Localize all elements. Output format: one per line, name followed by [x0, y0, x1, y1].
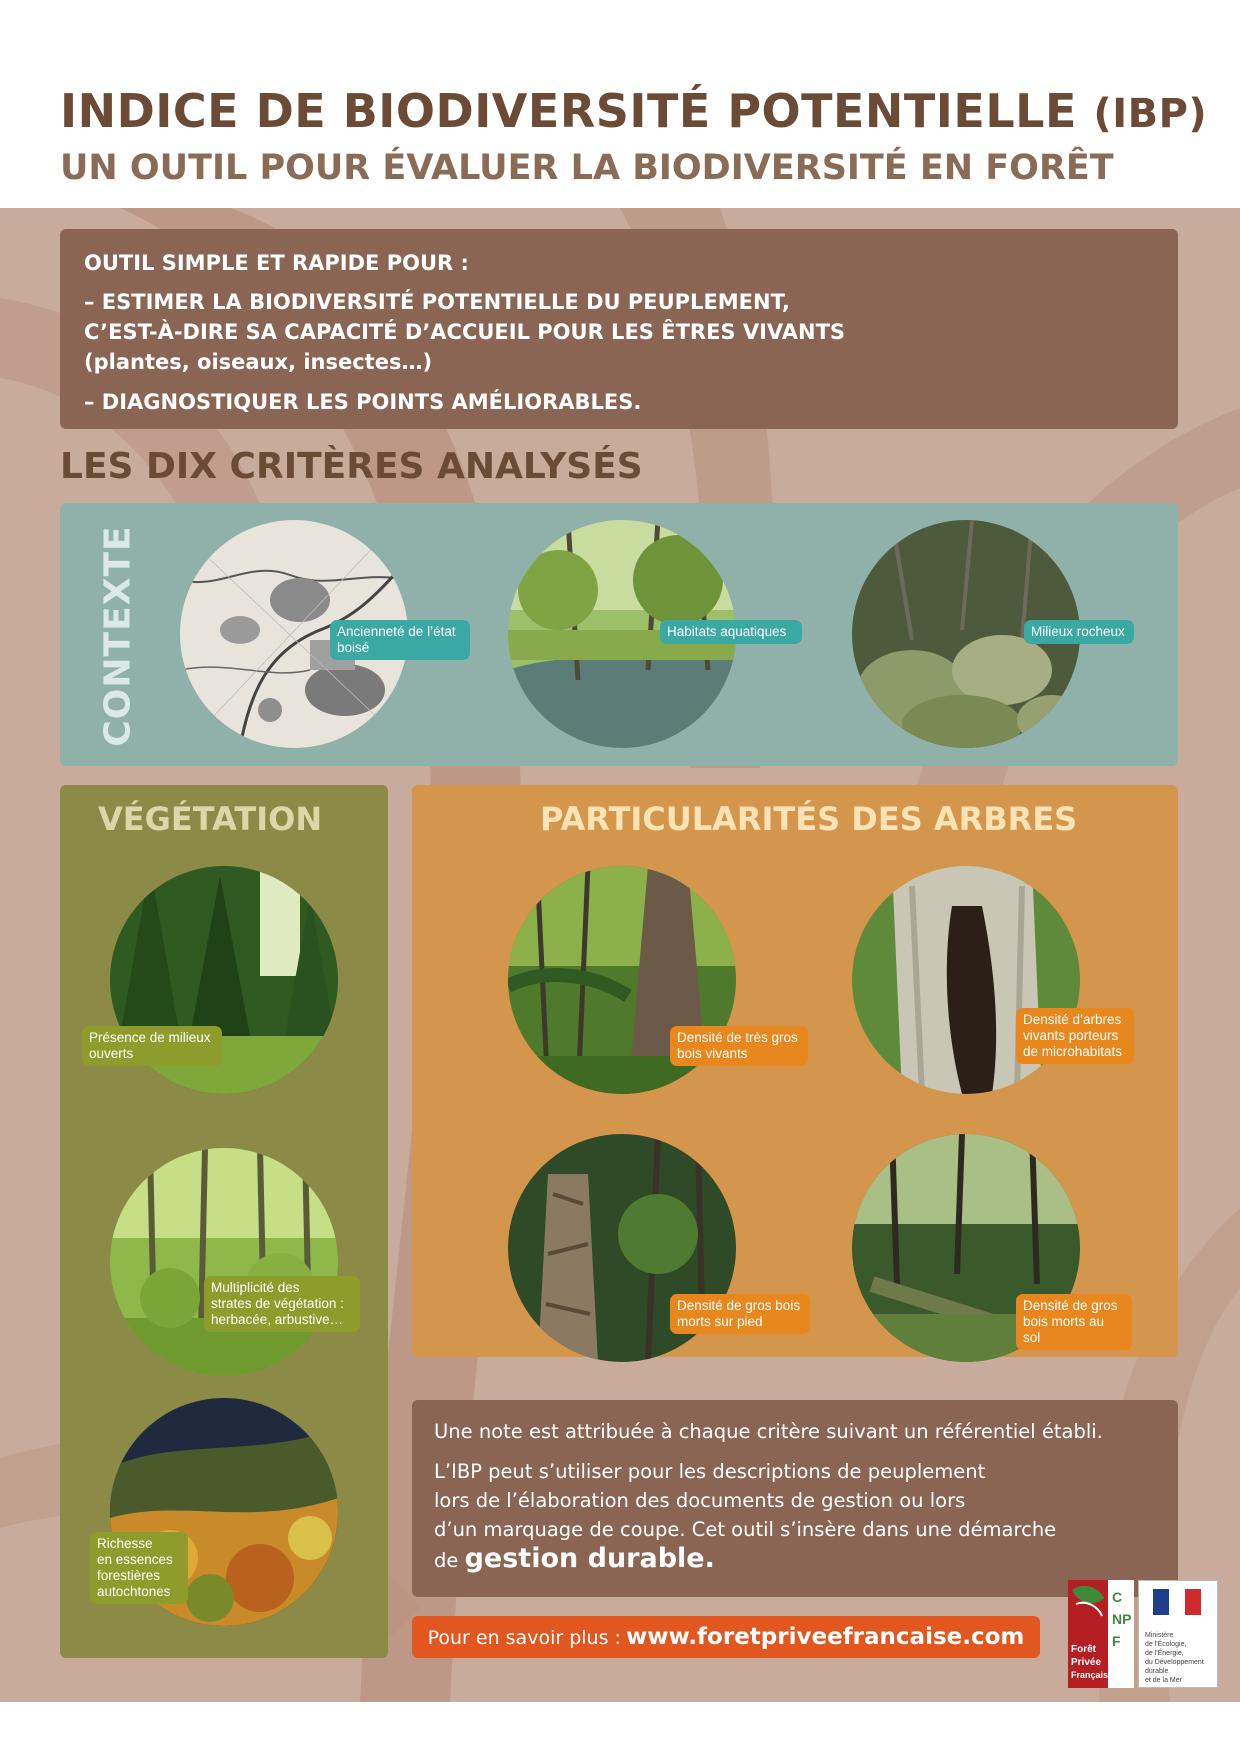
- tag-text: bois vivants: [677, 1046, 748, 1061]
- tag-habitats-aquatiques: [660, 620, 802, 644]
- info-line-5: [434, 1543, 715, 1574]
- tag-text: Ancienneté de l’état: [337, 624, 456, 639]
- photo-vegetation-strata: [110, 1148, 338, 1376]
- info-line-3: lors de l’élaboration des documents de gestion ou lors: [434, 1489, 966, 1512]
- intro-line-4: (plantes, oiseaux, insectes…): [84, 350, 433, 374]
- intro-line-5: – DIAGNOSTIQUER LES POINTS AMÉLIORABLES.: [84, 390, 642, 414]
- tag-text: herbacée, arbustive…: [211, 1312, 344, 1327]
- tag-text: autochtones: [97, 1584, 171, 1599]
- tag-text: bois morts au sol: [1023, 1314, 1105, 1345]
- tag-text: Densité de gros: [1023, 1298, 1118, 1313]
- info-line-4: d’un marquage de coupe. Cet outil s’insère dans une démarche: [434, 1518, 1057, 1541]
- tag-text: boisé: [337, 640, 370, 655]
- tag-strates-vegetation: [204, 1276, 360, 1332]
- tag-text: Densité de très gros: [677, 1030, 798, 1045]
- beech-forest-icon: [110, 1148, 338, 1376]
- website-link[interactable]: www.foretpriveefrancaise.com: [626, 1624, 1025, 1650]
- tag-anciennete: [330, 620, 470, 660]
- tag-text: Habitats aquatiques: [667, 624, 787, 639]
- tag-text: forestières: [97, 1568, 161, 1583]
- info-box: [412, 1400, 1178, 1597]
- french-flag-icon: [1139, 1585, 1217, 1625]
- cnpf-logo: [1068, 1580, 1134, 1688]
- tag-text: Densité de gros bois: [677, 1298, 801, 1313]
- tag-richesse-essences: [90, 1532, 188, 1604]
- vegetation-title: VÉGÉTATION: [98, 800, 323, 838]
- ministry-text-2: de l'Écologie,: [1145, 1641, 1187, 1648]
- contexte-label: CONTEXTE: [97, 525, 139, 747]
- tag-milieux-ouverts: [82, 1026, 222, 1066]
- tag-text: Multiplicité des: [211, 1280, 300, 1295]
- tag-arbres-microhabitats: [1016, 1008, 1134, 1064]
- tag-text: ouverts: [89, 1046, 134, 1061]
- intro-box: [60, 229, 1178, 429]
- info-emphasis: gestion durable.: [464, 1543, 715, 1574]
- tag-text: Richesse: [97, 1536, 153, 1551]
- cta-label: Pour en savoir plus :: [427, 1627, 621, 1649]
- cnpf-acronym: CNPF: [1112, 1589, 1132, 1649]
- tag-text: Milieux rocheux: [1031, 624, 1125, 639]
- ministry-text: [1145, 1631, 1204, 1685]
- intro-line-1: OUTIL SIMPLE ET RAPIDE POUR :: [84, 251, 469, 275]
- tag-text: de microhabitats: [1023, 1044, 1123, 1059]
- footer-strip: [0, 1702, 1240, 1754]
- info-prefix: de: [434, 1549, 459, 1572]
- page-title: INDICE DE BIODIVERSITÉ POTENTIELLE (IBP): [60, 84, 1208, 138]
- tag-text: Présence de milieux: [89, 1030, 211, 1045]
- info-line-2: L’IBP peut s’utiliser pour les descriptions de peuplement: [434, 1460, 986, 1483]
- ministry-text-5: durable: [1145, 1668, 1169, 1675]
- ministry-text-4: du Développement: [1145, 1659, 1204, 1666]
- tag-gros-bois-morts-sol: [1016, 1294, 1132, 1350]
- intro-line-3: C’EST-À-DIRE SA CAPACITÉ D’ACCUEIL POUR LES ÊTRES VIVANTS: [84, 320, 846, 344]
- tag-tres-gros-bois-vivants: [670, 1026, 808, 1066]
- section-title: LES DIX CRITÈRES ANALYSÉS: [60, 446, 643, 487]
- intro-line-2: – ESTIMER LA BIODIVERSITÉ POTENTIELLE DU PEUPLEMENT,: [84, 290, 790, 314]
- info-line-1: Une note est attribuée à chaque critère suivant un référentiel établi.: [434, 1420, 1103, 1443]
- cnpf-text-3: Française: [1071, 1670, 1114, 1680]
- tag-text: morts sur pied: [677, 1314, 763, 1329]
- page-subtitle: UN OUTIL POUR ÉVALUER LA BIODIVERSITÉ EN FORÊT: [60, 148, 1114, 188]
- ministry-logo: [1138, 1580, 1218, 1688]
- ministry-text-3: de l'Énergie,: [1145, 1650, 1184, 1657]
- tag-text: en essences: [97, 1552, 173, 1567]
- tag-gros-bois-morts-pied: [670, 1294, 810, 1334]
- header: [0, 0, 1240, 208]
- tag-text: strates de végétation :: [211, 1296, 344, 1311]
- ministry-text-1: Ministère: [1145, 1632, 1174, 1639]
- cnpf-text-1: Forêt: [1071, 1644, 1096, 1655]
- cnpf-text-2: Privée: [1071, 1657, 1102, 1668]
- tag-text: vivants porteurs: [1023, 1028, 1119, 1043]
- tag-text: Densité d’arbres: [1023, 1012, 1122, 1027]
- website-banner[interactable]: [412, 1616, 1040, 1658]
- arbres-title: PARTICULARITÉS DES ARBRES: [540, 800, 1078, 838]
- tag-milieux-rocheux: [1024, 620, 1134, 644]
- ministry-text-6: et de la Mer: [1145, 1677, 1182, 1684]
